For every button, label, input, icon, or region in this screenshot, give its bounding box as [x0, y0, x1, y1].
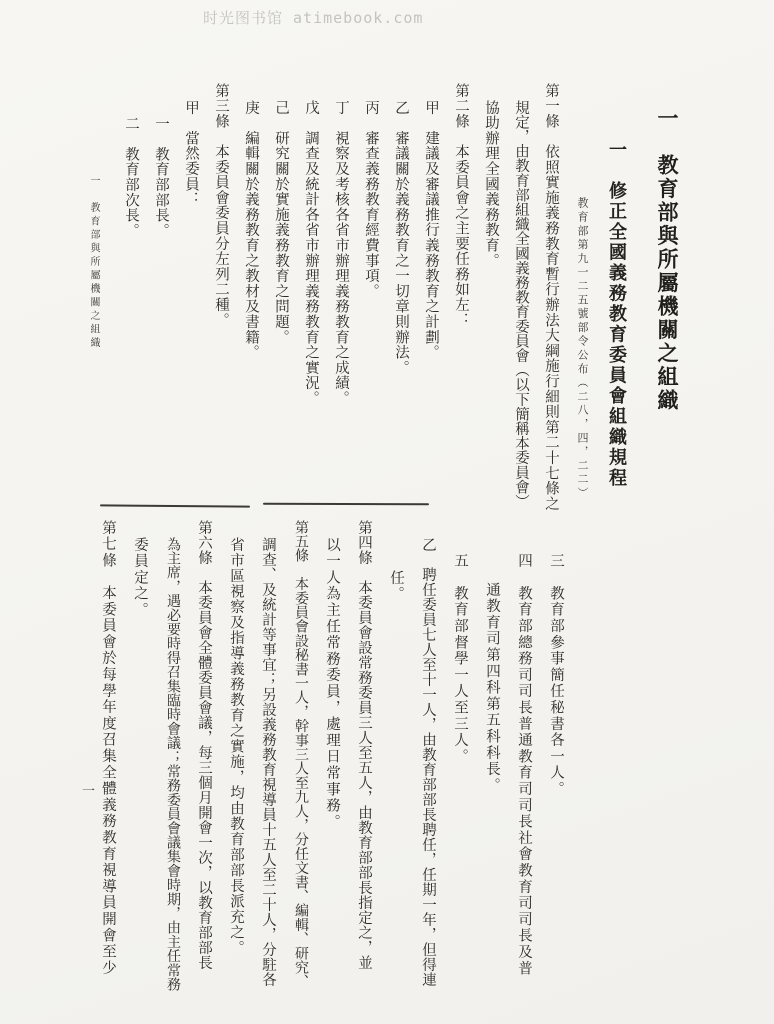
- article-3-subitem-3: 三 教育部參事簡任秘書各一人。: [548, 553, 564, 798]
- section-title: 一 教育部與所屬機關之組織: [655, 107, 679, 413]
- article-2-item-jia: 甲 建議及審議推行義務教育之計劃。: [423, 100, 439, 361]
- article-2-line-1: 第二條 本委員會之主要任務如左：: [453, 83, 469, 328]
- article-4-line-2: 以一人為主任常務委員，處理日常事務。: [324, 537, 340, 831]
- article-2-item-geng: 庚 編輯關於義務教育之教材及書籍。: [243, 100, 259, 361]
- article-4-line-1: 第四條 本委員會設常務委員三人至五人，由教育部部長指定之，並: [356, 520, 372, 970]
- article-3-subitem-4-line-2: 通教育司第四科第五科科長。: [484, 582, 500, 794]
- article-5-line-3: 省市區視察及指導義務教育之實施，均由教育部部長派充之。: [228, 537, 244, 956]
- bottom-page-half: [92, 520, 572, 1012]
- article-1-line-2: 規定，由教育部組織全國義務教育委員會（以下簡稱本委員會）: [513, 100, 529, 509]
- article-2-item-yi: 乙 審議關於義務教育之一切章則辦法。: [393, 100, 409, 376]
- article-3-subitem-4-line-1: 四 教育部總務司司長普通教育司司長社會教育司司長及普: [516, 553, 532, 977]
- article-1-line-1: 第一條 依照實施義務教育暫行辦法大綱施行細則第二十七條之: [543, 83, 559, 512]
- article-6-line-1: 第六條 本委員會全體委員會議，每三個月開會一次，以教育部部長: [196, 520, 212, 970]
- watermark-text: 时光图书馆 atimebook.com: [203, 9, 424, 27]
- article-3-subitem-1: 一 教育部部長。: [153, 116, 169, 239]
- article-2-item-ding: 丁 視察及考核各省市辦理義務教育之成績。: [333, 100, 349, 406]
- document-title: 一 修正全國義務教育委員會組織規程: [607, 140, 627, 489]
- article-3-subitem-5: 五 教育部督學一人至三人。: [452, 553, 468, 765]
- article-3-subitem-2: 二 教育部次長。: [123, 116, 139, 239]
- article-5-line-1: 第五條 本委員會設秘書一人，幹事三人至九人，分任文書、編輯、研究、: [293, 520, 308, 989]
- article-3-line-1: 第三條 本委員會委員分左列二種。: [213, 83, 229, 328]
- top-page-half: [116, 83, 688, 527]
- article-2-item-bing: 丙 審查義務教育經費事項。: [363, 100, 379, 299]
- article-2-item-ji: 己 研究關於實施義務教育之問題。: [273, 100, 289, 345]
- running-header: 一 教育部與所屬機關之組織: [88, 175, 99, 351]
- article-6-line-2: 為主席，遇必要時得召集臨時會議；常務委員會議集會時期，由主任常務: [165, 537, 180, 992]
- promulgation-note: 教育部第九一二五號部令公布（二八，四，二二）: [576, 197, 588, 501]
- article-7-line-1: 第七條 本委員會於每學年度召集全體義務教育視導員開會至少: [100, 520, 116, 977]
- article-1-line-3: 協助辦理全國義務教育。: [483, 100, 499, 269]
- article-3-item-jia: 甲 當然委員：: [183, 100, 199, 208]
- article-5-line-2: 調查、及統計等事宜；另設義務教育視導員十五人至二十人，分駐各: [260, 537, 276, 987]
- article-2-item-wu: 戊 調查及統計各省市辦理義務教育之實況。: [303, 100, 319, 406]
- article-6-line-3: 委員定之。: [132, 537, 148, 619]
- page-number: 一: [82, 783, 96, 798]
- article-3-item-yi-line-2: 任。: [388, 570, 404, 603]
- article-3-item-yi-line-1: 乙 聘任委員七人至十一人，由教育部部長聘任，任期一年，但得連: [420, 537, 436, 987]
